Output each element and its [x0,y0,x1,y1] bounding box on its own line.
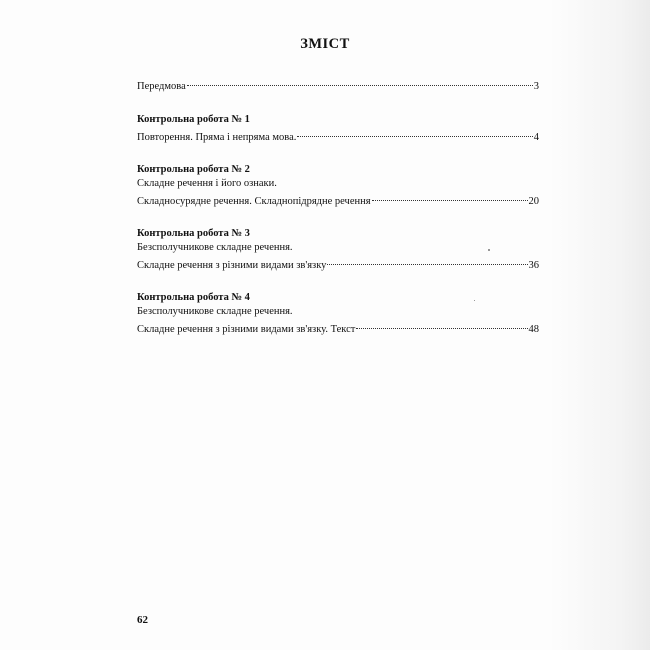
dot-leader [327,252,527,265]
page-number: 62 [137,614,148,626]
dot-leader [187,73,533,86]
toc-heading: Контрольна робота № 1 [137,114,250,125]
toc-page: 4 [533,132,539,143]
page-edge-shadow [548,0,650,650]
toc-entry-work-4 [137,291,539,337]
dot-leader [356,316,527,329]
toc-label: Складне речення з різними видами зв'язку [137,260,327,271]
toc-page: 3 [533,81,539,92]
toc-label: Складне речення з різними видами зв'язку. Текст [137,324,356,335]
toc-page: 48 [528,324,539,335]
toc-entry-work-2 [137,163,539,209]
dot-leader [372,188,528,201]
page-title: ЗМІСТ [300,36,350,52]
toc-entry-work-1 [137,113,539,145]
toc-line: Безсполучникове складне речення. [137,242,293,253]
toc-page: 36 [528,260,539,271]
toc-row [137,319,539,337]
toc-heading: Контрольна робота № 3 [137,228,250,239]
toc-line: Безсполучникове складне речення. [137,306,293,317]
scan-speck [474,300,475,301]
dot-leader [297,124,532,137]
toc-row [137,255,539,273]
toc-heading: Контрольна робота № 2 [137,164,250,175]
toc-entry-preface [137,76,539,94]
toc-row [137,191,539,209]
toc-row [137,127,539,145]
toc-heading: Контрольна робота № 4 [137,292,250,303]
toc-line: Складне речення і його ознаки. [137,178,277,189]
scan-speck [488,249,490,251]
toc-label: Передмова [137,81,186,92]
toc-entry-work-3 [137,227,539,273]
toc-label: Повторення. Пряма і непряма мова. [137,132,297,143]
toc-page: 20 [528,196,539,207]
toc-row [137,76,539,94]
table-of-contents [137,76,539,354]
toc-label: Складносурядне речення. Складнопідрядне речення [137,196,371,207]
